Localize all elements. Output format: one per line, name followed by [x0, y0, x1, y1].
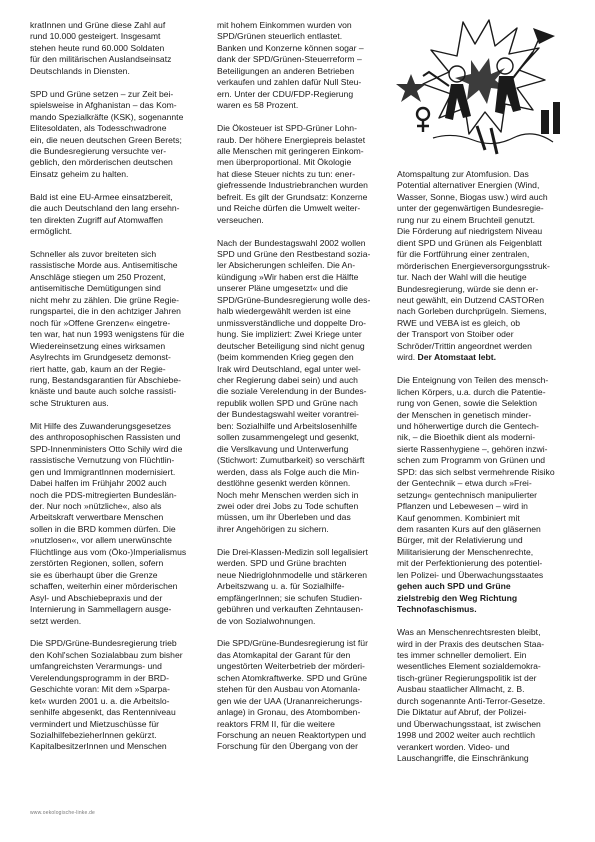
bold-statement: Der Atomstaat lebt.: [417, 352, 497, 363]
paragraph: Die Drei-Klassen-Medizin soll legalisiert werden. SPD und Grüne brachten neue Niedriglohnmodelle und stärkeren Arbeitszwang u. a. für Sozialhilfe- empfängerInnen; sie schufen Studien- gebühren und verkauften Zehntausen- de von Sozialwohnungen.: [217, 546, 368, 626]
paragraph: kratInnen und Grüne diese Zahl auf rund 10.000 gesteigert. Insgesamt stehen heute rund 60.000 Soldaten für den militärischen Auslandseinsatz Deutschlands in Diensten.: [30, 20, 172, 76]
paragraph: Schneller als zuvor breiteten sich rassistische Morde aus. Antisemitische Anschläge stiegen um 250 Prozent, antisemitische Demütigungen sind nicht mehr zu zählen. Die grüne Regie- rungspartei, die in den achtziger Jahren noch für »Offene Grenzen« eingetre- ten war, hat nun 1993 wenigstens für die Wiedereinsetzung eines wirksamen Asylrechts im Grundgesetz demonst- riert hatte, gab, kaum an der Regie- rung, Bestandsgarantien für Abschiebe- knäste und baute auch solche rassisti- sche Strukturen aus.: [30, 249, 185, 408]
paragraph: [397, 169, 569, 364]
paragraph: [397, 375, 569, 616]
chimney-icon: [541, 110, 549, 134]
paragraph: Was an Menschenrechtsresten bleibt, wird in der Praxis des deutschen Staa- tes immer schneller demoliert. Ein wesentliches Element sozialdemokra- tisch-grüner Regierungspolitik ist der Ausbau staatlicher Allmacht, z. B. durch sogenannte Anti-Terror-Gesetze. Die Diktatur auf Abruf, der Polizei- und Überwachungsstaat, ist zwischen 1998 und 2002 weiter auch rechtlich verankert worden. Video- und Lauschangriffe, die Einschränkung: [397, 627, 546, 764]
illustration-drawing: [393, 14, 573, 162]
paragraph: Die SPD/Grüne-Bundesregierung ist für das Atomkapital der Garant für den ungestörten Weiterbetrieb der mörderi- schen Atomkraftwerke. SPD und Grüne stehen für den Ausbau von Atomanla- gen wie der UAA (Urananreicherungs- anlage) in Gronau, des Atombomben- reaktors FRM II, für die weitere Forschung an neuen Reaktortypen und Forschung für den Übergang von der: [217, 638, 368, 752]
female-symbol-icon: [417, 108, 429, 120]
bold-statement: gehen auch SPD und Grüne zielstrebig den Weg Richtung Technofaschismus.: [397, 581, 518, 615]
text-column-right: [397, 169, 569, 776]
paragraph: Mit Hilfe des Zuwanderungsgesetzes des anthroposophischen Rassisten und SPD-Innenministers Otto Schily wird die rassistische Vernutzung von Flüchtlin- gen und ImmigrantInnen modernisiert. Dabei halfen im Frühjahr 2002 auch noch die PDS-mitregierten Bundeslän- der. Nur noch »nützliche«, also als Arbeitskraft verwertbare Menschen sollen in die BRD kommen dürfen. Die »nutzlosen«, vor allem unerwünschte Flüchtlinge aus vom (Öko-)Imperialismus zerstörten Regionen, sollen, sofern sie es überhaupt über die Grenze schaffen, weiterhin einer mörderischen Asyl- und Abschiebepraxis und der Internierung in Sammellagern ausge- setzt werden.: [30, 420, 187, 626]
text-column-middle: [217, 20, 389, 764]
footer-url: www.oekologische-linke.de: [30, 810, 96, 816]
paragraph: mit hohem Einkommen wurden von SPD/Grünen steuerlich entlastet. Banken und Konzerne können sogar – dank der SPD/Grünen-Steuerreform – Beteiligungen an anderen Betrieben verkaufen und zahlen dafür Null Steu- ern. Unter der CDU/FDP-Regierung waren es 58 Prozent.: [217, 20, 364, 111]
text-column-left: [30, 20, 202, 764]
paragraph: SPD und Grüne setzen – zur Zeit bei- spielsweise in Afghanistan – das Kom- mando Spezialkräfte (KSK), sogenannte Elitesoldaten, als Todesschwadrone ein, die neuen deutschen Green Berets; die Bundesregierung versuchte ver- geblich, den mörderischen deutschen Einsatz geheim zu halten.: [30, 88, 184, 179]
paragraph-text: Die Enteignung von Teilen des mensch- lichen Körpers, u.a. durch die Patentie- rung von Genen, sowie die Selektion der Menschen in genetisch minder- und höherwertige durch die Gentech- nik, – die Bioethik dient als moderni- sierte Rassenhygiene –, gehören inzwi- schen zum Programm von Grünen und SPD: das sich selbst vermehrende Risiko der Gentechnik – etwa durch »Frei- setzung« gentechnisch manipulierter Pflanzen und Lebewesen – wird in Kauf genommen. Kombiniert mit dem rasanten Kurs auf den gläsernen Bürger, mit der Relativierung und Militarisierung der Menschenrechte, mit der Perfektionierung des potentiel- len Polizei- und Überwachungsstaates: [397, 375, 555, 580]
paragraph: Bald ist eine EU-Armee einsatzbereit, die auch Deutschland den lang ersehn- ten direkten Zugriff auf Atomwaffen ermöglicht.: [30, 191, 180, 237]
paragraph-text: Atomspaltung zur Atomfusion. Das Potential alternativer Energien (Wind, Wasser, Sonne, Biogas usw.) wird auch unter der gegenwärtigen Bundesregie- rung nur zu einem Bruchteil genutzt. Die Förderung auf niedrigstem Niveau dient SPD und Grünen als Feigenblatt für die Fortführung einer zentralen, mörderischen Energieversorgungsstruk- tur. Nach der Wahl will die heutige Bundesregierung, würde sie denn er- neut gewählt, ein Dutzend CASTORen nach Gorleben durchprügeln. Siemens, RWE und VEBA ist es gleich, ob der Transport von Stoiber oder Schröder/Trittin angeordnet werden wird.: [397, 169, 550, 363]
star-icon: [396, 74, 426, 102]
paragraph: Nach der Bundestagswahl 2002 wollen SPD und Grüne den Restbestand sozia- ler Absicherungen schleifen. Die An- kündigung »Wir haben erst die Hälfte unserer Pläne umgesetzt« und die SPD/Grüne-Bundesregierung wolle des- halb wiedergewählt werden ist eine unmissverständliche und doppelte Dro- hung. Sie impliziert: Zwei Kriege unter deutscher Beteiligung sind nicht genug (beim kommenden Krieg gegen den Irak wird Deutschland, egal unter wel- cher Regierung dabei sein) und auch die soziale Verelendung in der Bundes- republik wollen SPD und Grüne nach der Bundestagswahl weiter vorantrei- ben: Sozialhilfe und Arbeitslosenhilfe sollen zusammengelegt und gesenkt, die Verslkavung und Unterwerfung (Stichwort: Zumutbarkeit) so verschärft werden, dass als Folge auch die Min- destlöhne gesenkt werden können. Noch mehr Menschen werden sich in zwei oder drei Jobs zu Tode schuften müssen, um ihr Überleben und das ihrer Angehörigen zu sichern.: [217, 237, 371, 534]
paragraph: Die SPD/Grüne-Bundesregierung trieb den Kohl'schen Sozialabbau zum bisher umfangreichsten Verarmungs- und Verelendungsprogramm in der BRD- Geschichte voran: Mit dem »Sparpa- ket« wurden 2001 u. a. die Arbeitslo- senhilfe abgesenkt, das Rentenniveau vermindert und Mietzuschüsse für SozialhilfebezieherInnen gekürzt. KapitalbesitzerInnen und Menschen: [30, 638, 183, 752]
paragraph: Die Ökosteuer ist SPD-Grüner Lohn- raub. Der höhere Energiepreis belastet alle Menschen mit geringeren Einkom- men überproportional. Mit Ökologie hat diese Steuer nichts zu tun: ener- giefressende Industriebranchen wurden befreit. Es gilt der Grundsatz: Konzerne und Reiche dürfen die Umwelt weiter- verseuchen.: [217, 123, 368, 225]
protest-illustration: [393, 14, 573, 162]
